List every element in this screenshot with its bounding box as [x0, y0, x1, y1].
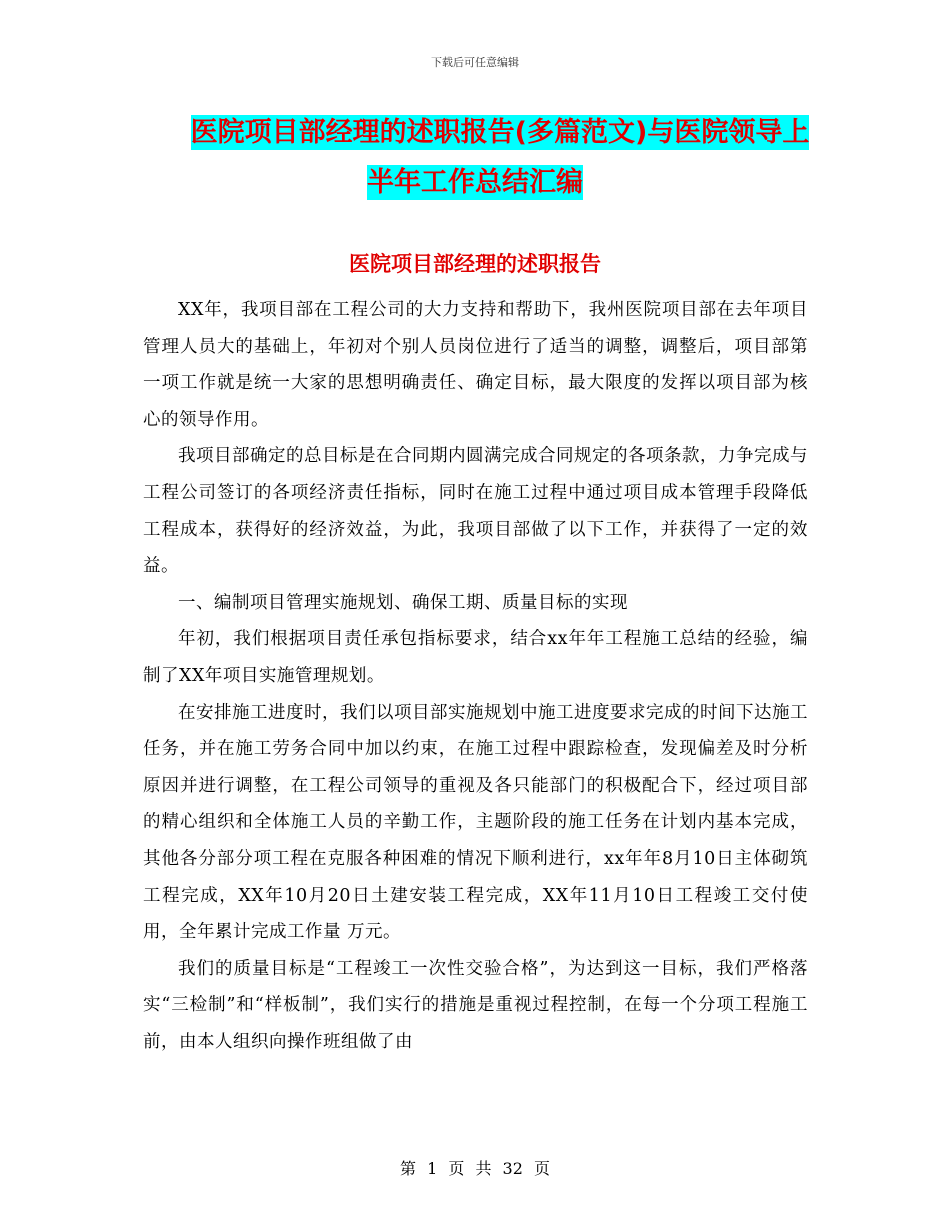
document-title-line-1 [0, 108, 950, 158]
page-footer: 第 1 页 共 32 页 [400, 1159, 550, 1178]
paragraph: XX年，我项目部在工程公司的大力支持和帮助下，我州医院项目部在去年项目管理人员大的基础上，年初对个别人员岗位进行了适当的调整，调整后，项目部第一项工作就是统一大家的思想明确责任、确定目标，最大限度的发挥以项目部为核心的领导作用。 [143, 300, 808, 430]
paragraph: 我项目部确定的总目标是在合同期内圆满完成合同规定的各项条款，力争完成与工程公司签订的各项经济责任指标，同时在施工过程中通过项目成本管理手段降低工程成本，获得好的经济效益，为此，我项目部做了以下工作，并获得了一定的效益。 [143, 446, 808, 577]
title-highlight-1: 医院项目部经理的述职报告(多篇范文)与医院领导上 [190, 117, 810, 148]
document-title-line-2 [0, 158, 950, 208]
paragraph: 我们的质量目标是“工程竣工一次性交验合格”，为达到这一目标，我们严格落实“三检制”和“样板制”，我们实行的措施是重视过程控制，在每一个分项工程施工前，由本人组织向操作班组做了由 [143, 958, 808, 1052]
header-note: 下载后可任意编辑 [431, 56, 519, 69]
document-title [0, 108, 950, 208]
paragraph: 在安排施工进度时，我们以项目部实施规划中施工进度要求完成的时间下达施工任务，并在施工劳务合同中加以约束，在施工过程中跟踪检查，发现偏差及时分析原因并进行调整，在工程公司领导的重视及各只能部门的积极配合下，经过项目部的精心组织和全体施工人员的辛勤工作，主题阶段的施工任务在计划内基本完成，其他各分部分项工程在克服各种困难的情况下顺利进行，xx年年8月10日主体砌筑工程完成，XX年10月20日土建安装工程完成，XX年11月10日工程竣工交付使用，全年累计完成工作量 万元。 [143, 702, 808, 943]
paragraph: 年初，我们根据项目责任承包指标要求，结合xx年年工程施工总结的经验，编制了XX年项目实施管理规划。 [143, 629, 808, 686]
title-highlight-2: 半年工作总结汇编 [367, 167, 583, 198]
paragraph: 一、编制项目管理实施规划、确保工期、质量目标的实现 [178, 592, 628, 613]
document-body [143, 292, 808, 1060]
section-title: 医院项目部经理的述职报告 [349, 252, 601, 276]
